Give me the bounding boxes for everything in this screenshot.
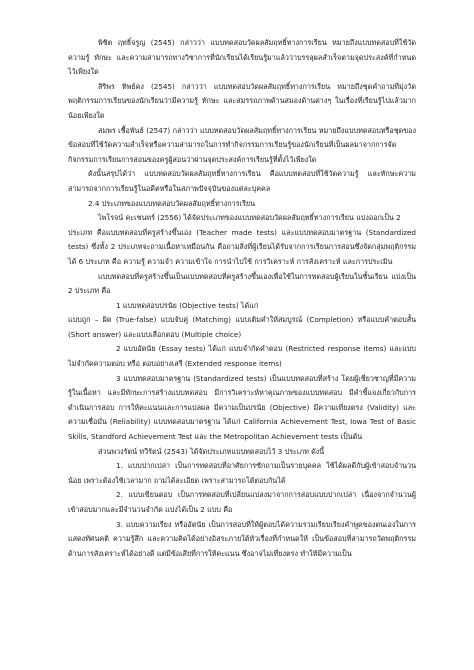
paragraph-6-first-line: ไพโรจน์ คะเชนทร์ (2556) ได้จัดประเภทของแบบทดสอบวัดผลสัมฤทธิ์ทางการเรียน แบ่งออกเป็น 2 xyxy=(98,213,401,223)
list-item-oral: 1. แบบปากเปล่า เป็นการทดสอบที่อาศัยการซักถามเป็นรายบุคคล ใช้ได้ผลดีกับผู้เข้าสอบจำนวนน้อย เพราะต้องใช้เวลามาก ถามได้ละเอียด เพราะสามารถโต้ตอบกันได้ xyxy=(68,461,416,485)
paragraph-4: ดังนั้นสรุปได้ว่า แบบทดสอบวัดผลสัมฤทธิ์ทางการเรียน คือแบบทดสอบที่ใช้วัดความรู้ และทักษะความสามารถจากการเรียนรู้ในอดีตหรือในสภาพปัจจุบันของแต่ละบุคคล xyxy=(68,169,416,193)
paragraph-12: ส่วนพวงรัตน์ ทวีรัตน์ (2543) ได้จัดประเภทแบบทดสอบไว้ 3 ประเภท ดังนี้ xyxy=(98,446,325,456)
list-item-essay-type: 3. แบบความเรียง หรืออัตนัย เป็นการสอบที่ให้ผู้ตอบได้ความรวมเรียบเรียงคำพูดของตนเองในการแสดงทัศนคติ ความรู้สึก และความคิดได้อย่างอิสระภายใต้หัวเรื่องที่กำหนดให้ เป็นข้อสอบที่สามารถวัดพฤติกรรมด้านการสังเคราะห์ได้อย่างดี แต่มีข้อเสียที่การให้คะแนน ซึ่งอาจไม่เที่ยงตรง ทำให้มีความเป็น xyxy=(68,519,416,558)
paragraph-9: แบบถูก – ผิด (True-false) แบบจับคู่ (Matching) แบบเติมคำให้สมบูรณ์ (Completion) หรือแบบคำตอบสั้น (Short answer) และแบบเลือกตอบ (Multiple choice) xyxy=(68,315,416,339)
paragraph-7: แบบทดสอบที่ครูสร้างขึ้นเป็นแบบทดสอบที่ครูสร้างขึ้นเองเพื่อใช้ในการทดสอบผู้เรียนในชั้นเรียน แบ่งเป็น 2 ประเภท คือ xyxy=(68,271,416,296)
list-item-written: 2. แบบเขียนตอบ เป็นการทดสอบที่เปลี่ยนแปลงมาจากการสอบแบบปากเปล่า เนื่องจากจำนวนผู้เข้าสอบมากและมีจำนวนจำกัด แบ่งได้เป็น 2 แบบ คือ xyxy=(68,490,416,514)
paragraph-6-continuation: ประเภท คือแบบทดสอบที่ครูสร้างขึ้นเอง (Teacher made tests) และแบบทดสอบมาตรฐาน (Standardized tests) ซึ่งทั้ง 2 ประเภทจะถามเนื้อหาเหมือนกัน คือถามสิ่งที่ผู้เรียนได้รับจากการเรียนการสอนซึ่งจัดกลุ่มพฤติกรรมได้ 6 ประเภท คือ ความรู้ ความจำ ความเข้าใจ การนำไปใช้ การวิเคราะห์ การสังเคราะห์ และการประเมิน xyxy=(68,227,416,266)
paragraph-2: สิริพร ทิพย์คง (2545) กล่าวว่า แบบทดสอบวัดผลสัมฤทธิ์ทางการเรียน หมายถึงชุดคำถามที่มุ่งวัดพฤติกรรมการเรียนของนักเรียนว่ามีความรู้ ทักษะ และสมรรถภาพด้านสมองด้านต่างๆ ในเรื่องที่เรียนรู้ไปแล้วมากน้อยเพียงใด xyxy=(68,81,416,120)
paragraph-3: สมพร เชื้อพันธ์ (2547) กล่าวว่า แบบทดสอบวัดผลสัมฤทธิ์ทางการเรียน หมายถึงแบบทดสอบหรือชุดของข้อสอบที่ใช้วัดความสำเร็จหรือความสามารถในการทำกิจกรรมการเรียนรู้ของนักเรียนที่เป็นผลมาจากการจัดกิจกรรมการเรียนการสอนของครูผู้สอนว่าผ่านจุดประสงค์การเรียนรู้ที่ตั้งไว้เพียงใด xyxy=(68,125,416,164)
list-item-standardized: 3 แบบทดสอบมาตรฐาน (Standardized tests) เป็นแบบทดสอบที่สร้าง โดยผู้เชี่ยวชาญที่มีความรู้ในเนื้อหา และมีทักษะการสร้างแบบทดสอบ มีการวิเคราะห์หาคุณภาพของแบบทดสอบ มีคำชี้แจงเกี่ยวกับการดำเนินการสอบ การให้คะแนนและการแปลผล มีความเป็นปรนัย (Objective) มีความเที่ยงตรง (Validity) และความเชื่อมั่น (Reliability) แบบทดสอบมาตรฐาน ได้แก่ California Achievement Test, Iowa Test of Basic Skills, Standford Achievement Test และ the Metropolitan Achievement tests เป็นต้น xyxy=(68,373,416,442)
list-item-objective: 1 แบบทดสอบปรนัย (Objective tests) ได้แก่ xyxy=(116,300,259,310)
section-heading: 2.4 ประเภทของแบบทดสอบวัดผลสัมฤทธิ์ทางการเรียน xyxy=(88,198,255,208)
list-item-essay: 2 แบบอัตนัย (Essay tests) ได้แก่ แบบจำกัดคำตอบ (Restricted response items) และแบบไม่จำกัดความตอบ หรือ ตอบอย่างเสรี (Extended response items) xyxy=(68,344,416,369)
paragraph-1: พิชิต ฤทธิ์จรูญ (2545) กล่าวว่า แบบทดสอบวัดผลสัมฤทธิ์ทางการเรียน หมายถึงแบบทดสอบที่ใช้วัดความรู้ ทักษะ และความสามารถทางวิชาการที่นักเรียนได้เรียนรู้มาแล้วว่าบรรลุผลสำเร็จตามจุดประสงค์ที่กำหนดไว้เพียงใด xyxy=(68,38,416,77)
